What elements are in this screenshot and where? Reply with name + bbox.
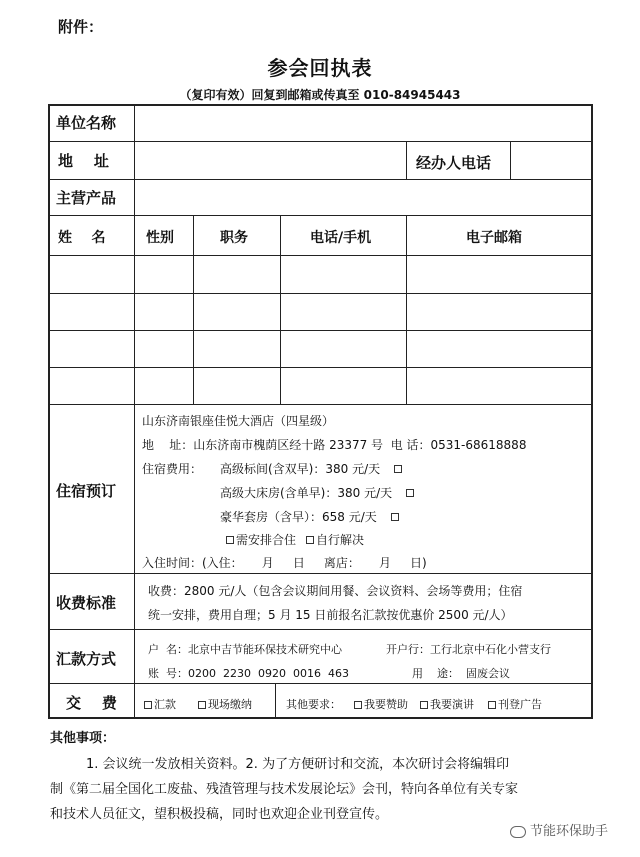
row-divider <box>48 141 593 142</box>
row-divider <box>48 629 593 630</box>
other-requests-label: 其他要求： <box>286 698 341 711</box>
row-divider <box>48 255 593 256</box>
note-line-3: 和技术人员征文，望积极投稿，同时也欢迎企业刊登宣传。 <box>50 807 389 822</box>
checkbox-icon[interactable] <box>391 513 399 521</box>
option-advert[interactable] <box>484 696 542 712</box>
address-label: 地 址 <box>58 152 109 170</box>
attendee-row[interactable] <box>50 369 591 403</box>
account-number: 账 号：0200 2230 0920 0016 463 <box>148 667 349 680</box>
row-divider <box>48 683 593 684</box>
contact-phone-label: 经办人电话 <box>416 154 492 172</box>
hotel-name: 山东济南银座佳悦大酒店（四星级） <box>142 414 335 428</box>
org-name-field[interactable] <box>136 106 591 140</box>
col-header-name: 姓 名 <box>58 230 106 246</box>
fee-label: 住宿费用： <box>142 462 203 476</box>
checkbox-icon[interactable] <box>488 701 496 709</box>
payment-option-onsite[interactable] <box>194 696 252 712</box>
col-divider <box>406 141 407 179</box>
room3-text: 豪华套房（含早）：658 元/天 <box>220 510 377 524</box>
checkbox-icon[interactable] <box>406 489 414 497</box>
checkbox-icon[interactable] <box>306 536 314 544</box>
checkbox-icon[interactable] <box>420 701 428 709</box>
sponsor-text: 我要赞助 <box>364 698 408 711</box>
main-products-field[interactable] <box>136 181 591 214</box>
contact-phone-field[interactable] <box>512 143 591 178</box>
row-divider <box>48 404 593 405</box>
room2-text: 高级大床房(含单早)：380 元/天 <box>220 486 393 500</box>
option-speech[interactable] <box>416 696 474 712</box>
note-line-2: 制《第二届全国化工废盐、残渣管理与技术发展论坛》会刊，特向各单位有关专家 <box>50 782 519 797</box>
checkin-time: 入住时间：(入住： 月 日 离店： 月 日) <box>142 556 427 570</box>
payment-label: 交 费 <box>66 694 117 712</box>
checkbox-icon[interactable] <box>144 701 152 709</box>
col-header-gender: 性别 <box>146 230 174 246</box>
row-divider <box>48 215 593 216</box>
room-option-2[interactable] <box>220 484 416 501</box>
col-divider <box>134 104 135 719</box>
main-products-label: 主营产品 <box>56 189 117 207</box>
form-title: 参会回执表 <box>267 56 373 80</box>
checkbox-icon[interactable] <box>198 701 206 709</box>
watermark <box>510 820 608 839</box>
attendee-row[interactable] <box>50 295 591 329</box>
row-divider <box>48 330 593 331</box>
room-option-1[interactable] <box>220 460 404 477</box>
bank-name: 开户行：工行北京中石化小营支行 <box>386 643 551 656</box>
row-divider <box>48 573 593 574</box>
room-option-3[interactable] <box>220 508 401 525</box>
option-sponsor[interactable] <box>350 696 408 712</box>
share-room-text: 需安排合住 <box>236 533 297 547</box>
form-subtitle: （复印有效）回复到邮箱或传真至 010-84945443 <box>179 88 461 102</box>
fee-standard-label: 收费标准 <box>56 594 117 612</box>
col-divider <box>510 141 511 179</box>
speech-text: 我要演讲 <box>430 698 474 711</box>
hotel-address: 地 址：山东济南市槐荫区经十路 23377 号 电 话：0531-68618888 <box>142 438 527 452</box>
remit-text: 汇款 <box>154 698 176 711</box>
org-name-label: 单位名称 <box>56 114 117 132</box>
address-field[interactable] <box>136 143 404 178</box>
note-line-1: 1. 会议统一发放相关资料。2. 为了方便研讨和交流，本次研讨会将编辑印 <box>86 757 510 772</box>
share-room-option[interactable] <box>222 531 364 548</box>
wechat-icon <box>510 826 526 838</box>
remit-label: 汇款方式 <box>56 650 117 668</box>
attendee-row[interactable] <box>50 257 591 292</box>
accommodation-label: 住宿预订 <box>56 482 117 500</box>
fee-line-1: 收费：2800 元/人（包含会议期间用餐、会议资料、会场等费用；住宿 <box>148 584 523 598</box>
self-arrange-text: 自行解决 <box>316 533 365 547</box>
onsite-text: 现场缴纳 <box>208 698 252 711</box>
row-divider <box>48 179 593 180</box>
checkbox-icon[interactable] <box>226 536 234 544</box>
checkbox-icon[interactable] <box>354 701 362 709</box>
col-header-phone: 电话/手机 <box>310 230 372 246</box>
checkbox-icon[interactable] <box>394 465 402 473</box>
purpose: 用 途： 固废会议 <box>412 667 510 680</box>
advert-text: 刊登广告 <box>498 698 542 711</box>
room1-text: 高级标间(含双早)：380 元/天 <box>220 462 381 476</box>
watermark-text: 节能环保助手 <box>530 824 609 839</box>
row-divider <box>48 367 593 368</box>
row-divider <box>48 293 593 294</box>
fee-line-2: 统一安排，费用自理；5 月 15 日前报名汇款按优惠价 2500 元/人） <box>148 608 513 622</box>
attachment-label: 附件： <box>58 18 104 36</box>
col-header-email: 电子邮箱 <box>466 230 522 246</box>
payment-option-remit[interactable] <box>140 696 176 712</box>
account-name: 户 名：北京中吉节能环保技术研究中心 <box>148 643 342 656</box>
col-divider <box>275 683 276 719</box>
col-header-position: 职务 <box>220 230 248 246</box>
notes-title: 其他事项： <box>50 731 116 746</box>
attendee-row[interactable] <box>50 332 591 366</box>
